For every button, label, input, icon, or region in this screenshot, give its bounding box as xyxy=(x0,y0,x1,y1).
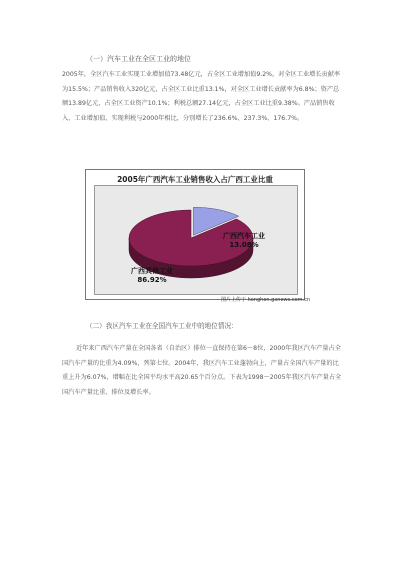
slice-label-guangxi-other xyxy=(131,267,173,285)
paragraph-national-status: 近年来广西汽车产量在全国各省（自治区）排位一直保持在第6～8位，2000年我区汽车产量占全国汽车产量的比重为4.09%，列第七位。2004年，我区汽车工业蓬勃向上，产量占全国汽车产量的比重上升为6.07%，增幅在比全国平均水平高20.65个百分点。下表为1998～2005年我区汽车产量占全国汽车产量比重、排位及增长率。 xyxy=(62,345,342,396)
section-heading: （一）汽车工业在全区工业的地位 xyxy=(86,55,191,63)
chart-watermark: 图片上传于 honghen.gxnews.com.cn xyxy=(221,297,311,303)
plot-area xyxy=(94,185,311,303)
pie-svg xyxy=(95,186,297,294)
pie-chart xyxy=(85,169,311,303)
slice-name-guangxi-auto: 广西汽车工业 xyxy=(223,232,265,240)
paragraph-industry-status: 2005年，全区汽车工业实现工业增加值73.48亿元，占全区工业增加值9.2%，对全区工业增长贡献率为15.5%；产品销售收入320亿元，占全区工业比重13.1%，对全区工业增长贡献率为6.8%；资产总额13.89亿元，占全区工业资产10.1%；利税总额27.14亿元，占全区工业比重9.38%。产品销售收入、工业增加值、实现利税与2000年相比，分别增长了236.6%、237.3%、176.7%。 xyxy=(62,71,341,122)
slice-label-guangxi-auto xyxy=(223,232,265,250)
slice-percent-guangxi-auto: 13.08% xyxy=(229,241,259,249)
chart-title: 2005年广西汽车工业销售收入占广西工业比重 xyxy=(117,175,273,184)
section-caption: （二）我区汽车工业在全国汽车工业中的地位情况： xyxy=(86,322,238,330)
slice-name-guangxi-other: 广西其他工业 xyxy=(131,267,173,275)
slice-percent-guangxi-other: 86.92% xyxy=(137,276,167,284)
